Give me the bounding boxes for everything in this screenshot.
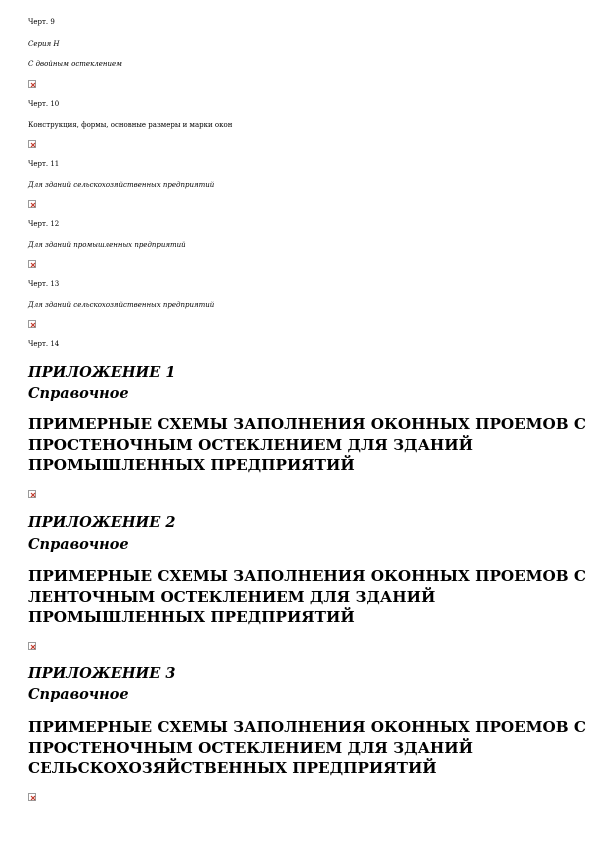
drawing-caption: Черт. 14	[28, 340, 60, 348]
appendix-heading-line: СЕЛЬСКОХОЗЯЙСТВЕННЫХ ПРЕДПРИЯТИЙ	[28, 759, 437, 777]
agricultural-caption: Для зданий сельскохозяйственных предприятий	[28, 181, 215, 189]
drawing-caption: Черт. 10	[28, 100, 60, 108]
appendix-heading-line: ПРОМЫШЛЕННЫХ ПРЕДПРИЯТИЙ	[28, 456, 355, 474]
appendix-heading-line: ПРОСТЕНОЧНЫМ ОСТЕКЛЕНИЕМ ДЛЯ ЗДАНИЙ	[28, 435, 473, 454]
appendix-heading	[28, 566, 586, 628]
appendix-subtitle: Справочное	[28, 686, 129, 703]
series-caption: Серия Н	[28, 40, 60, 48]
appendix-title: ПРИЛОЖЕНИЕ 3	[28, 665, 176, 682]
appendix-heading-line: ПРИМЕРНЫЕ СХЕМЫ ЗАПОЛНЕНИЯ ОКОННЫХ ПРОЕМОВ С	[28, 567, 586, 585]
drawing-caption: Черт. 9	[28, 18, 55, 26]
industrial-caption: Для зданий промышленных предприятий	[28, 241, 186, 249]
drawing-caption: Черт. 12	[28, 220, 60, 228]
agricultural-caption: Для зданий сельскохозяйственных предприятий	[28, 301, 215, 309]
appendix-heading-line: ПРИМЕРНЫЕ СХЕМЫ ЗАПОЛНЕНИЯ ОКОННЫХ ПРОЕМОВ С	[28, 718, 586, 736]
appendix-heading	[28, 717, 586, 779]
drawing-caption: Черт. 11	[28, 160, 60, 168]
drawing-caption: Черт. 13	[28, 280, 60, 288]
glazing-caption: С двойным остеклением	[28, 60, 122, 68]
appendix-subtitle: Справочное	[28, 385, 129, 402]
appendix-heading	[28, 414, 586, 476]
appendix-title: ПРИЛОЖЕНИЕ 2	[28, 514, 176, 531]
broken-image-icon[interactable]	[28, 793, 36, 801]
broken-image-icon[interactable]	[28, 260, 36, 268]
broken-image-icon[interactable]	[28, 490, 36, 498]
appendix-heading-line: ПРИМЕРНЫЕ СХЕМЫ ЗАПОЛНЕНИЯ ОКОННЫХ ПРОЕМОВ С	[28, 415, 586, 433]
appendix-heading-line: ПРОМЫШЛЕННЫХ ПРЕДПРИЯТИЙ	[28, 608, 355, 626]
appendix-subtitle: Справочное	[28, 536, 129, 553]
broken-image-icon[interactable]	[28, 140, 36, 148]
broken-image-icon[interactable]	[28, 642, 36, 650]
appendix-heading-line: ПРОСТЕНОЧНЫМ ОСТЕКЛЕНИЕМ ДЛЯ ЗДАНИЙ	[28, 738, 473, 757]
construction-caption: Конструкция, формы, основные размеры и марки окон	[28, 121, 233, 129]
broken-image-icon[interactable]	[28, 80, 36, 88]
broken-image-icon[interactable]	[28, 320, 36, 328]
appendix-title: ПРИЛОЖЕНИЕ 1	[28, 364, 176, 381]
broken-image-icon[interactable]	[28, 200, 36, 208]
appendix-heading-line: ЛЕНТОЧНЫМ ОСТЕКЛЕНИЕМ ДЛЯ ЗДАНИЙ	[28, 587, 436, 606]
